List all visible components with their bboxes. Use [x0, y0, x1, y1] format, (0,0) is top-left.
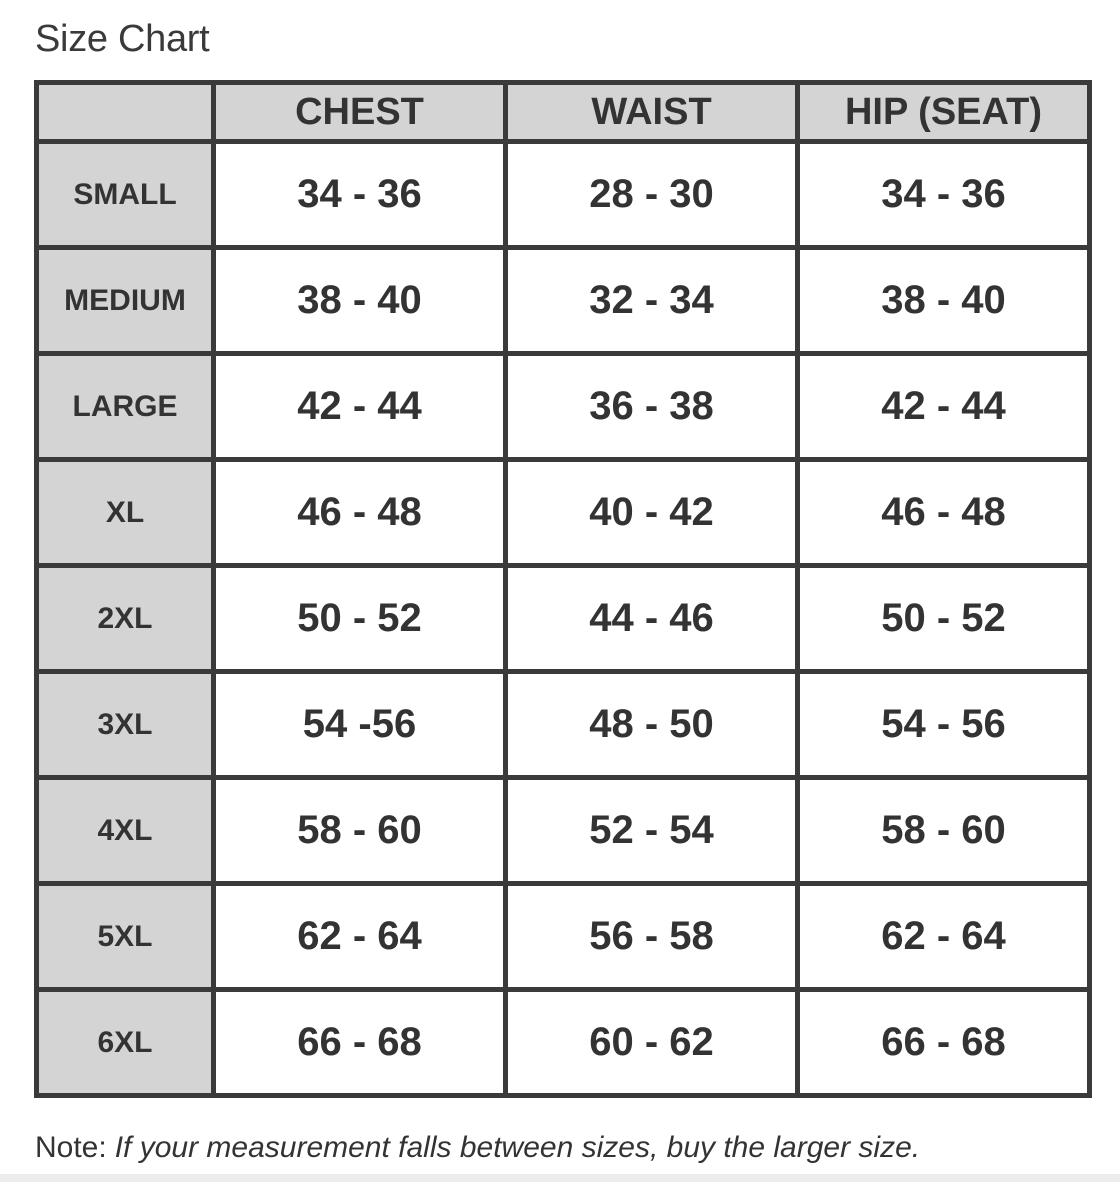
- header-waist: WAIST: [508, 85, 795, 139]
- chest-value: 42 - 44: [216, 356, 503, 457]
- bottom-divider: [0, 1174, 1120, 1182]
- table-row: [39, 356, 1087, 457]
- waist-value: 44 - 46: [508, 568, 795, 669]
- size-chart-table: [34, 80, 1092, 1098]
- header-corner-cell: [39, 85, 211, 139]
- table-row: [39, 144, 1087, 245]
- chest-value: 58 - 60: [216, 780, 503, 881]
- table-row: [39, 674, 1087, 775]
- hip-value: 42 - 44: [800, 356, 1087, 457]
- table-row: [39, 250, 1087, 351]
- size-label: 5XL: [39, 886, 211, 987]
- hip-value: 66 - 68: [800, 992, 1087, 1093]
- size-label: 2XL: [39, 568, 211, 669]
- waist-value: 40 - 42: [508, 462, 795, 563]
- page-title: Size Chart: [35, 18, 210, 60]
- size-note: [35, 1128, 920, 1168]
- chest-value: 34 - 36: [216, 144, 503, 245]
- size-label: 3XL: [39, 674, 211, 775]
- hip-value: 46 - 48: [800, 462, 1087, 563]
- size-label: XL: [39, 462, 211, 563]
- table-row: [39, 462, 1087, 563]
- waist-value: 36 - 38: [508, 356, 795, 457]
- waist-value: 56 - 58: [508, 886, 795, 987]
- size-label: LARGE: [39, 356, 211, 457]
- chest-value: 66 - 68: [216, 992, 503, 1093]
- chest-value: 46 - 48: [216, 462, 503, 563]
- chest-value: 38 - 40: [216, 250, 503, 351]
- hip-value: 62 - 64: [800, 886, 1087, 987]
- table-row: [39, 780, 1087, 881]
- note-label: Note:: [35, 1131, 107, 1164]
- waist-value: 32 - 34: [508, 250, 795, 351]
- size-label: SMALL: [39, 144, 211, 245]
- waist-value: 28 - 30: [508, 144, 795, 245]
- table-row: [39, 886, 1087, 987]
- hip-value: 50 - 52: [800, 568, 1087, 669]
- chest-value: 62 - 64: [216, 886, 503, 987]
- size-label: MEDIUM: [39, 250, 211, 351]
- header-chest: CHEST: [216, 85, 503, 139]
- size-label: 6XL: [39, 992, 211, 1093]
- size-label: 4XL: [39, 780, 211, 881]
- size-chart-table-frame: [34, 80, 1092, 1098]
- chest-value: 54 -56: [216, 674, 503, 775]
- hip-value: 58 - 60: [800, 780, 1087, 881]
- hip-value: 34 - 36: [800, 144, 1087, 245]
- note-text: If your measurement falls between sizes, buy the larger size.: [114, 1131, 921, 1164]
- waist-value: 48 - 50: [508, 674, 795, 775]
- chest-value: 50 - 52: [216, 568, 503, 669]
- table-row: [39, 568, 1087, 669]
- waist-value: 52 - 54: [508, 780, 795, 881]
- waist-value: 60 - 62: [508, 992, 795, 1093]
- hip-value: 54 - 56: [800, 674, 1087, 775]
- table-row: [39, 992, 1087, 1093]
- header-row: [39, 85, 1087, 139]
- hip-value: 38 - 40: [800, 250, 1087, 351]
- header-hip: HIP (SEAT): [800, 85, 1087, 139]
